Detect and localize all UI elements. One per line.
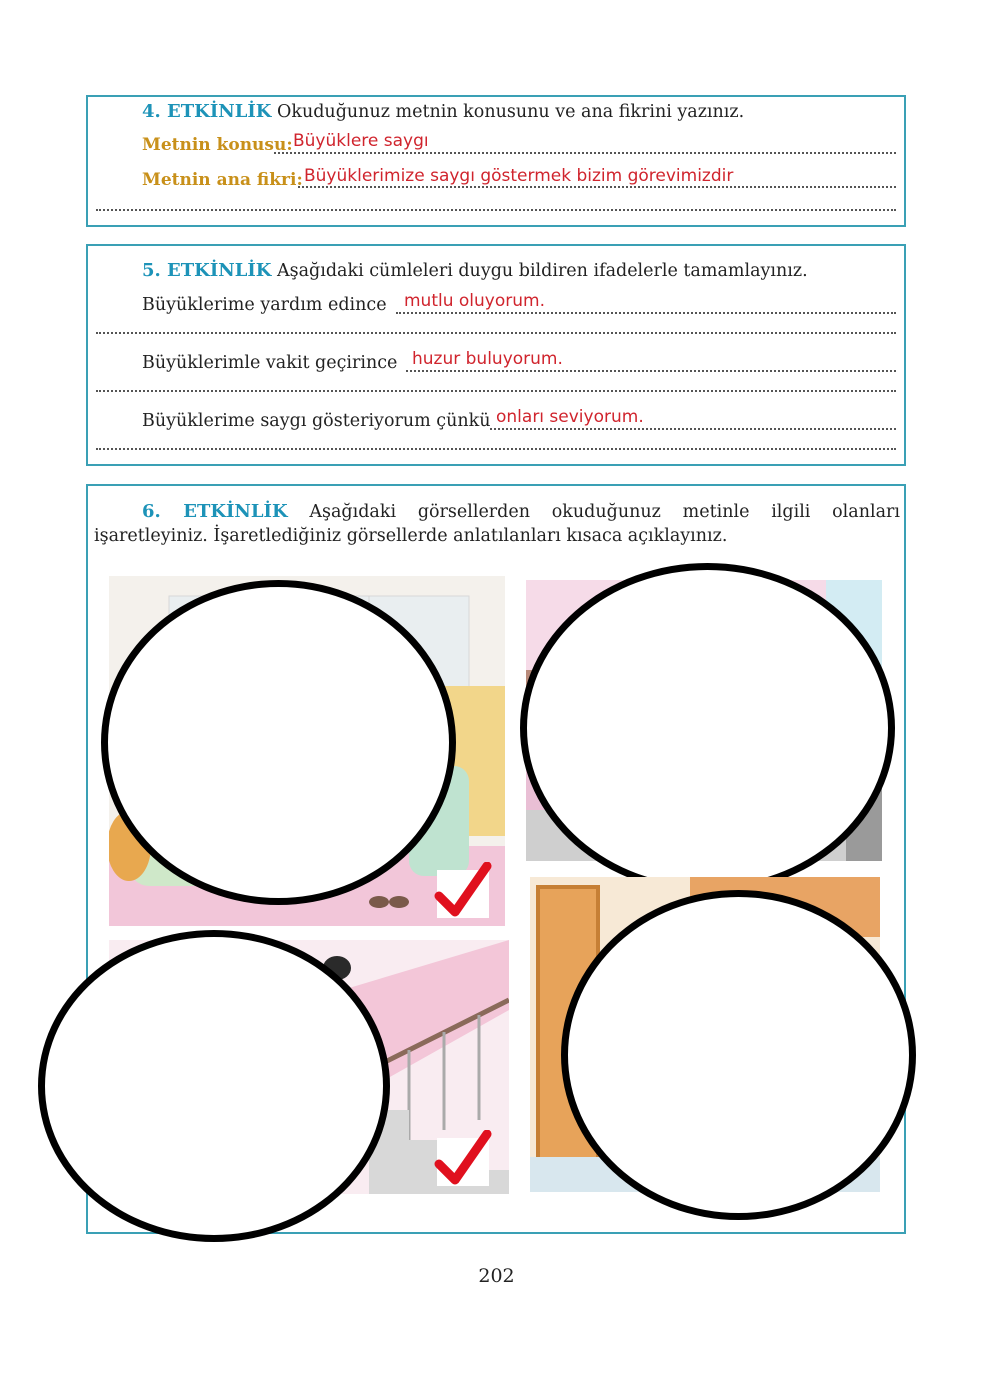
sentence-3-prompt: Büyüklerime saygı gösteriyorum çünkü <box>142 411 491 431</box>
sentence-3-answer: onları seviyorum. <box>496 407 644 427</box>
activity-4-instruction: Okuduğunuz metnin konusunu ve ana fikrini yazınız. <box>277 102 745 122</box>
activity-6-heading <box>94 500 900 548</box>
sentence-3-extra-line[interactable] <box>96 448 896 450</box>
topic-answer: Büyüklere saygı <box>293 131 429 151</box>
activity-4-number: 4. ETKİNLİK <box>142 101 272 122</box>
sentence-3-line[interactable] <box>490 428 896 430</box>
sentence-1-prompt: Büyüklerime yardım edince <box>142 295 387 315</box>
sentence-1-line[interactable] <box>396 312 896 314</box>
activity-5-heading <box>142 260 808 282</box>
main-idea-extra-line[interactable] <box>96 209 896 211</box>
sentence-1-answer: mutlu oluyorum. <box>404 291 545 311</box>
activity-4-box <box>86 95 906 227</box>
page-number: 202 <box>478 1265 515 1287</box>
main-idea-answer: Büyüklerimize saygı göstermek bizim görevimizdir <box>304 166 734 186</box>
activity-4-heading <box>142 101 744 123</box>
sentence-1-extra-line[interactable] <box>96 332 896 334</box>
main-idea-label: Metnin ana fikri: <box>142 170 303 190</box>
sentence-2-line[interactable] <box>406 370 896 372</box>
sentence-2-extra-line[interactable] <box>96 390 896 392</box>
activity-6-instruction: Aşağıdaki görsellerden okuduğunuz metinle ilgili olanları işaretleyiniz. İşaretlediğiniz görsellerde anlatılanları kısaca açıklayınız. <box>94 502 900 546</box>
sentence-2-prompt: Büyüklerimle vakit geçirince <box>142 353 398 373</box>
activity-5-number: 5. ETKİNLİK <box>142 260 272 281</box>
topic-label: Metnin konusu: <box>142 135 293 155</box>
sentence-2-answer: huzur buluyorum. <box>412 349 563 369</box>
answer-circle-4[interactable] <box>561 890 916 1220</box>
answer-circle-2[interactable] <box>520 563 895 893</box>
answer-circle-3[interactable] <box>38 930 390 1242</box>
activity-5-instruction: Aşağıdaki cümleleri duygu bildiren ifadelerle tamamlayınız. <box>277 261 808 281</box>
answer-circle-1[interactable] <box>101 580 456 905</box>
topic-answer-line[interactable] <box>274 152 896 154</box>
checkmark-icon <box>433 1130 493 1188</box>
checkmark-icon <box>433 862 493 920</box>
activity-5-box <box>86 244 906 466</box>
activity-6-number: 6. ETKİNLİK <box>142 501 288 522</box>
